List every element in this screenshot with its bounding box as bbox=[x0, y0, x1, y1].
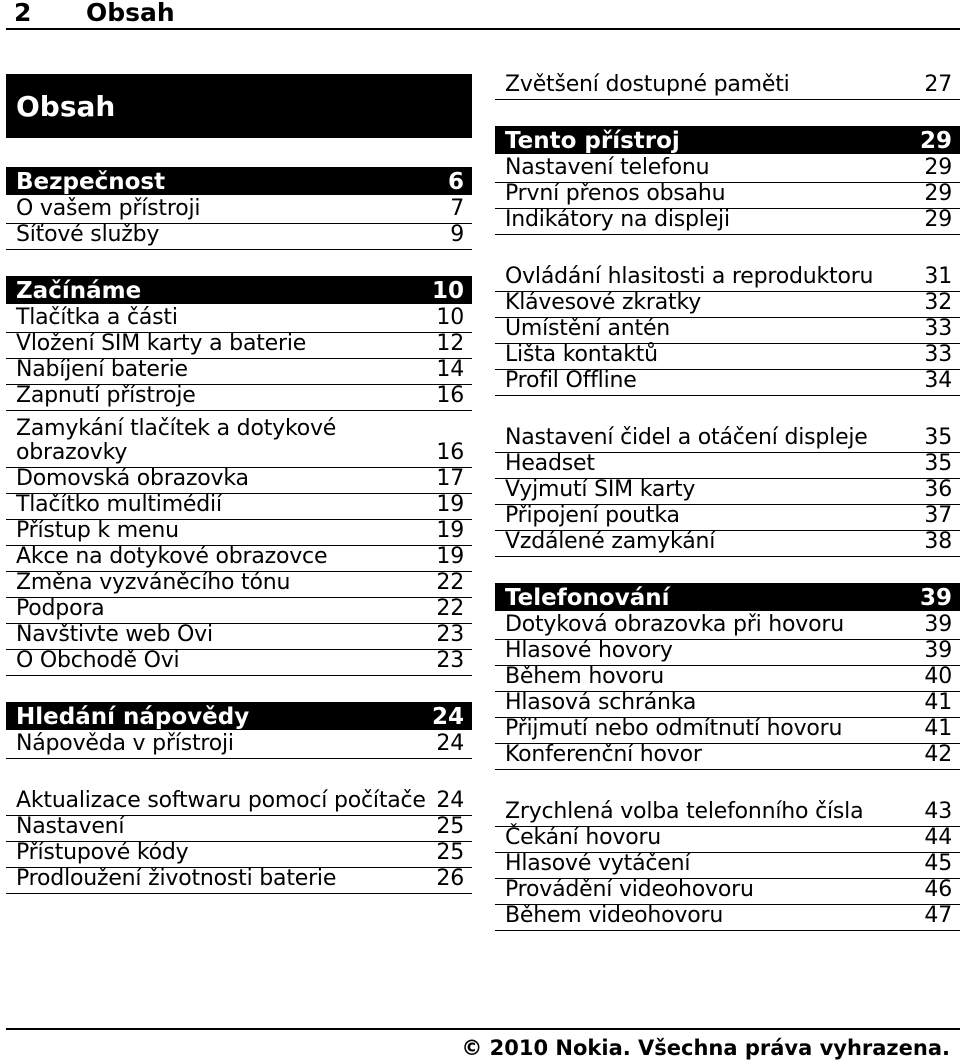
page-number: 2 bbox=[14, 0, 32, 27]
toc-entry-page: 45 bbox=[924, 851, 952, 876]
toc-entry[interactable] bbox=[6, 572, 472, 598]
toc-entry-label: Zamykání tlačítek a dotykové obrazovky bbox=[16, 416, 337, 465]
toc-entry-page: 23 bbox=[436, 622, 464, 647]
toc-entry-page: 35 bbox=[924, 451, 952, 476]
toc-entry[interactable] bbox=[495, 614, 960, 640]
toc-entry-page: 12 bbox=[436, 331, 464, 356]
toc-entry-label: Přijmutí nebo odmítnutí hovoru bbox=[505, 716, 843, 741]
toc-entry-label: Zvětšení dostupné paměti bbox=[505, 72, 790, 97]
section-page: 24 bbox=[431, 704, 464, 730]
toc-entry-page: 43 bbox=[924, 799, 952, 824]
toc-entry[interactable] bbox=[6, 468, 472, 494]
toc-entry-page: 22 bbox=[436, 570, 464, 595]
toc-entry[interactable] bbox=[6, 359, 472, 385]
toc-entry-page: 17 bbox=[436, 466, 464, 491]
toc-entry-page: 37 bbox=[924, 503, 952, 528]
toc-entry-page: 44 bbox=[924, 825, 952, 850]
toc-entry-label: Ovládání hlasitosti a reproduktoru bbox=[505, 264, 874, 289]
toc-entry[interactable] bbox=[495, 370, 960, 396]
section-page: 10 bbox=[431, 278, 464, 304]
left-sections bbox=[6, 167, 472, 894]
toc-entry[interactable] bbox=[6, 546, 472, 572]
toc-entry-label: Nastavení telefonu bbox=[505, 155, 710, 180]
toc-entry[interactable] bbox=[6, 224, 472, 250]
toc-entry-label: Čekání hovoru bbox=[505, 825, 662, 850]
toc-entry[interactable] bbox=[6, 333, 472, 359]
toc-title: Obsah bbox=[6, 74, 472, 138]
toc-section-heading[interactable] bbox=[6, 702, 472, 730]
toc-entry-page: 42 bbox=[924, 742, 952, 767]
toc-left-column bbox=[6, 74, 472, 920]
toc-entry[interactable] bbox=[495, 827, 960, 853]
toc-entry-label: Přístup k menu bbox=[16, 518, 179, 543]
section-page: 6 bbox=[447, 169, 464, 195]
toc-entry-page: 24 bbox=[436, 731, 464, 756]
toc-entry[interactable] bbox=[495, 692, 960, 718]
toc-section-heading[interactable] bbox=[495, 583, 960, 611]
page-header bbox=[6, 0, 960, 30]
toc-entry-label: Tlačítko multimédií bbox=[16, 492, 222, 517]
toc-entry-page: 9 bbox=[450, 222, 464, 247]
toc-entry[interactable] bbox=[6, 733, 472, 759]
toc-entry-page: 27 bbox=[924, 72, 952, 97]
toc-entry-page: 23 bbox=[436, 648, 464, 673]
toc-entry-label: Domovská obrazovka bbox=[16, 466, 249, 491]
section-page: 29 bbox=[919, 128, 952, 154]
right-top-entries bbox=[495, 74, 960, 100]
toc-entry[interactable] bbox=[6, 650, 472, 676]
toc-entry[interactable] bbox=[495, 318, 960, 344]
toc-entry-label: Nastavení čidel a otáčení displeje bbox=[505, 425, 868, 450]
toc-entry-label: Zapnutí přístroje bbox=[16, 383, 196, 408]
toc-entry-label: Vložení SIM karty a baterie bbox=[16, 331, 307, 356]
toc-section bbox=[6, 276, 472, 676]
toc-entry-page: 14 bbox=[436, 357, 464, 382]
toc-entry-page: 41 bbox=[924, 716, 952, 741]
toc-section bbox=[495, 126, 960, 557]
toc-section-heading[interactable] bbox=[495, 126, 960, 154]
toc-entry-page: 39 bbox=[924, 638, 952, 663]
toc-entry-label: Nabíjení baterie bbox=[16, 357, 188, 382]
toc-entry[interactable] bbox=[6, 624, 472, 650]
toc-section-heading[interactable] bbox=[6, 276, 472, 304]
toc-entry[interactable] bbox=[495, 292, 960, 318]
toc-entry-label: Vyjmutí SIM karty bbox=[505, 477, 696, 502]
toc-entry-label: Podpora bbox=[16, 596, 105, 621]
toc-entry-label: Nápověda v přístroji bbox=[16, 731, 234, 756]
toc-entry-label: Klávesové zkratky bbox=[505, 290, 702, 315]
toc-entry-page: 7 bbox=[450, 196, 464, 221]
toc-entry-label: Lišta kontaktů bbox=[505, 342, 658, 367]
toc-entry-label: Přístupové kódy bbox=[16, 840, 189, 865]
toc-entry[interactable] bbox=[495, 235, 960, 292]
toc-entry[interactable] bbox=[495, 640, 960, 666]
toc-entry-page: 40 bbox=[924, 664, 952, 689]
toc-entry[interactable] bbox=[495, 718, 960, 744]
toc-entry-label: Během videohovoru bbox=[505, 903, 724, 928]
toc-entry-label: Konferenční hovor bbox=[505, 742, 702, 767]
toc-entry-page: 31 bbox=[924, 264, 952, 289]
toc-entry-label: Tlačítka a části bbox=[16, 305, 178, 330]
toc-entry[interactable] bbox=[6, 816, 472, 842]
toc-entry-label: Profil Offline bbox=[505, 368, 637, 393]
toc-entry-page: 35 bbox=[924, 425, 952, 450]
toc-entry-page: 29 bbox=[924, 155, 952, 180]
toc-entry-label: Síťové služby bbox=[16, 222, 160, 247]
section-title: Začínáme bbox=[16, 278, 142, 304]
toc-entry[interactable] bbox=[495, 853, 960, 879]
copyright-text: © 2010 Nokia. Všechna práva vyhrazena. bbox=[461, 1036, 950, 1060]
toc-entry[interactable] bbox=[495, 453, 960, 479]
toc-entry-label: Změna vyzváněcího tónu bbox=[16, 570, 291, 595]
toc-entry-label: Akce na dotykové obrazovce bbox=[16, 544, 328, 569]
toc-entry-page: 19 bbox=[436, 492, 464, 517]
toc-entry[interactable] bbox=[495, 879, 960, 905]
toc-entry[interactable] bbox=[495, 479, 960, 505]
toc-entry-label: Provádění videohovoru bbox=[505, 877, 754, 902]
toc-entry[interactable] bbox=[495, 183, 960, 209]
toc-entry[interactable] bbox=[495, 905, 960, 931]
toc-entry-label: Hlasová schránka bbox=[505, 690, 697, 715]
toc-section bbox=[6, 702, 472, 894]
toc-entry-page: 24 bbox=[436, 788, 464, 813]
toc-entry-label: Zrychlená volba telefonního čísla bbox=[505, 799, 864, 824]
toc-entry[interactable] bbox=[6, 868, 472, 894]
toc-entry-page: 34 bbox=[924, 368, 952, 393]
toc-entry[interactable] bbox=[495, 396, 960, 453]
toc-entry-page: 46 bbox=[924, 877, 952, 902]
toc-entry-page: 29 bbox=[924, 207, 952, 232]
toc-entry[interactable] bbox=[6, 842, 472, 868]
toc-entry[interactable] bbox=[6, 411, 472, 468]
toc-entry-label: Dotyková obrazovka při hovoru bbox=[505, 612, 844, 637]
toc-entry[interactable] bbox=[495, 74, 960, 100]
toc-entry-page: 29 bbox=[924, 181, 952, 206]
toc-entry-page: 16 bbox=[436, 440, 464, 465]
toc-entry-label: O vašem přístroji bbox=[16, 196, 201, 221]
toc-entry-label: Navštivte web Ovi bbox=[16, 622, 213, 647]
toc-entry-page: 22 bbox=[436, 596, 464, 621]
toc-entry-page: 33 bbox=[924, 316, 952, 341]
toc-entry-label: Během hovoru bbox=[505, 664, 665, 689]
section-title: Hledání nápovědy bbox=[16, 704, 250, 730]
toc-entry[interactable] bbox=[495, 157, 960, 183]
toc-entry[interactable] bbox=[6, 598, 472, 624]
toc-entry[interactable] bbox=[6, 307, 472, 333]
toc-entry-label: Hlasové vytáčení bbox=[505, 851, 691, 876]
toc-entry-page: 19 bbox=[436, 518, 464, 543]
toc-section bbox=[6, 167, 472, 250]
toc-entry-label: Indikátory na displeji bbox=[505, 207, 730, 232]
toc-entry[interactable] bbox=[6, 198, 472, 224]
section-page: 39 bbox=[919, 585, 952, 611]
toc-entry[interactable] bbox=[495, 505, 960, 531]
toc-entry-page: 25 bbox=[436, 814, 464, 839]
right-sections bbox=[495, 126, 960, 931]
toc-entry-label: Umístění antén bbox=[505, 316, 671, 341]
toc-entry-page: 32 bbox=[924, 290, 952, 315]
toc-entry-label: Aktualizace softwaru pomocí počítače bbox=[16, 788, 426, 813]
toc-entry[interactable] bbox=[6, 385, 472, 411]
page-footer bbox=[6, 1028, 960, 1060]
toc-entry-label: Headset bbox=[505, 451, 595, 476]
toc-entry-label: První přenos obsahu bbox=[505, 181, 726, 206]
toc-entry[interactable] bbox=[495, 209, 960, 235]
toc-entry-page: 33 bbox=[924, 342, 952, 367]
toc-section bbox=[495, 583, 960, 931]
toc-entry[interactable] bbox=[495, 531, 960, 557]
toc-entry-label: Připojení poutka bbox=[505, 503, 680, 528]
toc-entry[interactable] bbox=[495, 666, 960, 692]
toc-entry-page: 41 bbox=[924, 690, 952, 715]
toc-entry-page: 16 bbox=[436, 383, 464, 408]
toc-entry-page: 26 bbox=[436, 866, 464, 891]
toc-entry[interactable] bbox=[6, 759, 472, 816]
section-title: Tento přístroj bbox=[505, 128, 680, 154]
toc-entry-page: 39 bbox=[924, 612, 952, 637]
toc-entry-page: 36 bbox=[924, 477, 952, 502]
section-title: Telefonování bbox=[505, 585, 670, 611]
toc-section-heading[interactable] bbox=[6, 167, 472, 195]
toc-entry-page: 38 bbox=[924, 529, 952, 554]
toc-entry-page: 25 bbox=[436, 840, 464, 865]
toc-entry[interactable] bbox=[495, 744, 960, 770]
toc-entry[interactable] bbox=[6, 494, 472, 520]
toc-entry[interactable] bbox=[6, 520, 472, 546]
toc-entry-page: 47 bbox=[924, 903, 952, 928]
toc-entry-label: Vzdálené zamykání bbox=[505, 529, 716, 554]
toc-entry-label: Prodloužení životnosti baterie bbox=[16, 866, 337, 891]
toc-entry[interactable] bbox=[495, 770, 960, 827]
toc-entry-label: O Obchodě Ovi bbox=[16, 648, 180, 673]
toc-right-column bbox=[495, 74, 960, 957]
section-title: Bezpečnost bbox=[16, 169, 166, 195]
toc-entry-label: Nastavení bbox=[16, 814, 125, 839]
toc-entry-label: Hlasové hovory bbox=[505, 638, 673, 663]
toc-entry-page: 19 bbox=[436, 544, 464, 569]
toc-entry[interactable] bbox=[495, 344, 960, 370]
header-title: Obsah bbox=[86, 0, 175, 27]
toc-entry-page: 10 bbox=[436, 305, 464, 330]
